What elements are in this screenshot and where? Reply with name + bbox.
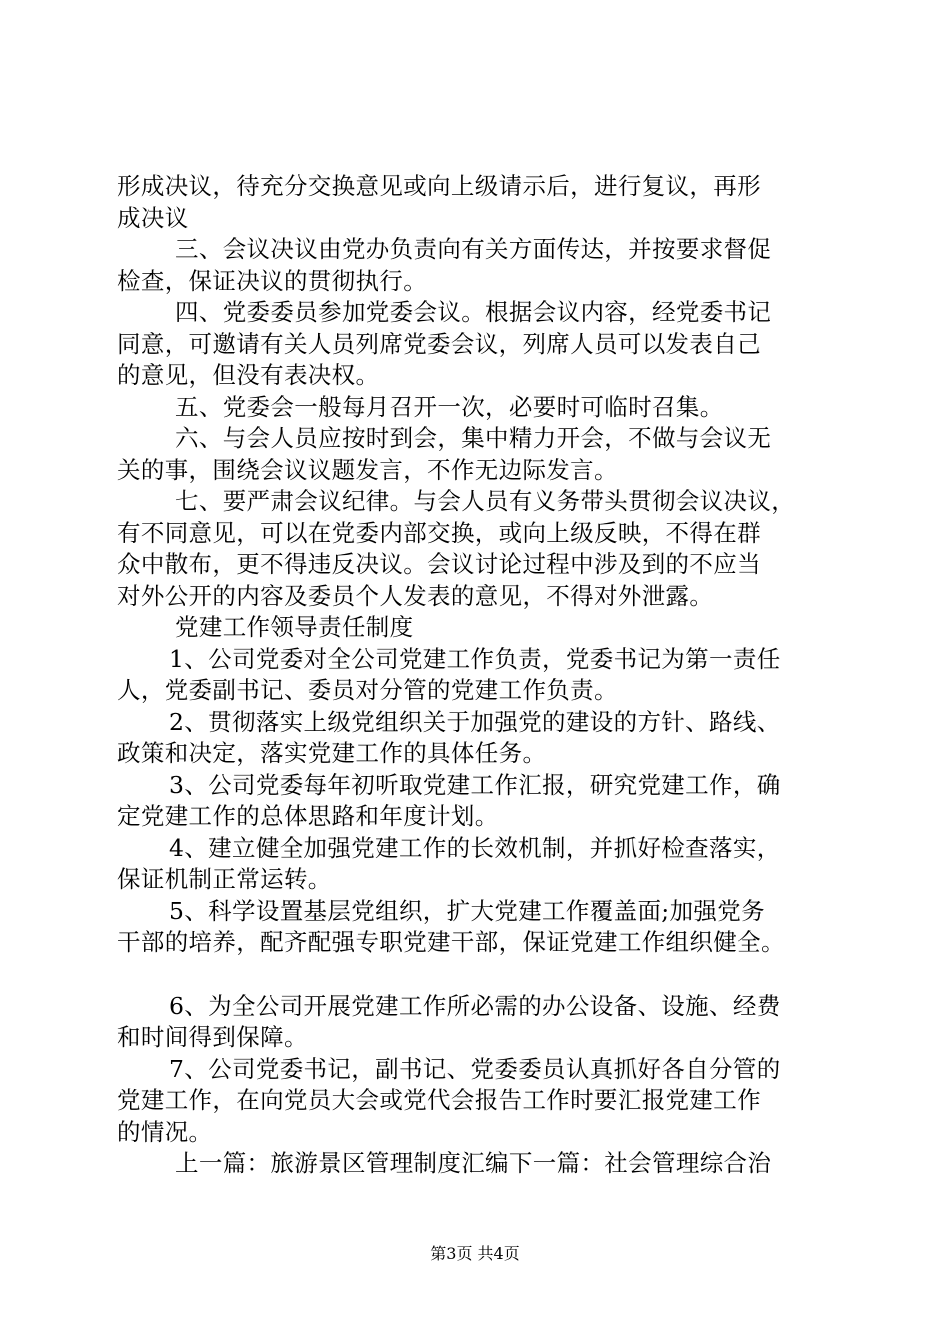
paragraph-start: 4、建立健全加强党建工作的长效机制，并抓好检查落实，: [169, 833, 781, 862]
paragraph-start: 七、要严肃会议纪律。与会人员有义务带头贯彻会议决议，: [175, 487, 796, 515]
text-line: 党建工作，在向党员大会或党代会报告工作时要汇报党建工作: [117, 1086, 761, 1114]
text-line: 对外公开的内容及委员个人发表的意见，不得对外泄露。: [117, 581, 714, 610]
paragraph-start: 四、党委委员参加党委会议。根据会议内容，经党委书记: [175, 298, 772, 326]
paragraph-start: 3、公司党委每年初听取党建工作汇报，研究党建工作，确: [169, 770, 781, 799]
paragraph-start: 1、公司党委对全公司党建工作负责，党委书记为第一责任: [169, 644, 781, 673]
document-body: [117, 171, 857, 1180]
paragraph-start: 5、科学设置基层党组织，扩大党建工作覆盖面;加强党务: [169, 896, 765, 925]
paragraph-start: 三、会议决议由党办负责向有关方面传达，并按要求督促: [175, 235, 772, 263]
paragraph-start: 6、为全公司开展党建工作所必需的办公设备、设施、经费: [169, 991, 781, 1020]
text-line: 保证机制正常运转。: [117, 865, 332, 893]
section-heading: 党建工作领导责任制度: [175, 613, 414, 641]
text-line: 检查，保证决议的贯彻执行。: [117, 266, 428, 295]
paragraph-start: 五、党委会一般每月召开一次，必要时可临时召集。: [175, 392, 724, 421]
text-line: 形成决议，待充分交换意见或向上级请示后，进行复议，再形: [117, 172, 761, 200]
text-line: 成决议: [117, 203, 189, 232]
paragraph-start: 7、公司党委书记，副书记、党委委员认真抓好各自分管的: [169, 1054, 781, 1083]
text-line: 关的事，围绕会议议题发言，不作无边际发言。: [117, 455, 618, 484]
text-line: 定党建工作的总体思路和年度计划。: [117, 802, 499, 830]
page-number-footer: 第3页 共4页: [430, 1244, 520, 1263]
text-line: 的情况。: [117, 1117, 213, 1146]
text-line: 有不同意见，可以在党委内部交换，或向上级反映，不得在群: [117, 518, 761, 547]
text-line: 众中散布，更不得违反决议。会议讨论过程中涉及到的不应当: [117, 550, 761, 578]
text-line: 人，党委副书记、委员对分管的党建工作负责。: [117, 676, 618, 704]
blank-line: [117, 959, 857, 991]
text-line: 的意见，但没有表决权。: [117, 361, 380, 389]
text-line: 干部的培养，配齐配强专职党建干部，保证党建工作组织健全。: [117, 928, 785, 956]
paragraph-start: 六、与会人员应按时到会，集中精力开会，不做与会议无: [175, 424, 772, 452]
text-line: 和时间得到保障。: [117, 1023, 308, 1051]
prev-next-links[interactable]: 上一篇：旅游景区管理制度汇编下一篇：社会管理综合治: [175, 1149, 772, 1177]
paragraph-start: 2、贯彻落实上级党组织关于加强党的建设的方针、路线、: [169, 707, 781, 736]
text-line: 政策和决定，落实党建工作的具体任务。: [117, 739, 547, 767]
text-line: 同意，可邀请有关人员列席党委会议，列席人员可以发表自己: [117, 329, 761, 358]
